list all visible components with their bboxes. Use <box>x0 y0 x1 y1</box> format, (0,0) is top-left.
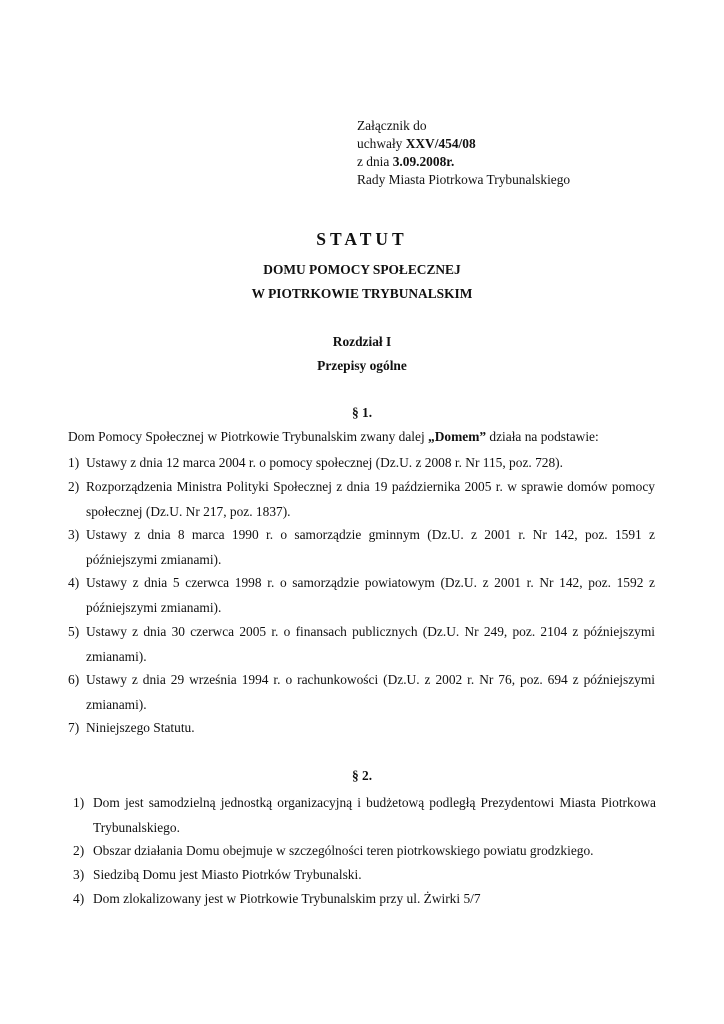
item-text: Siedzibą Domu jest Miasto Piotrków Trybunalski. <box>93 867 362 882</box>
item-number: 7) <box>68 720 80 735</box>
item-text: Ustawy z dnia 29 września 1994 r. o rachunkowości (Dz.U. z 2002 r. Nr 76, poz. 694 z późniejszymi zmianami). <box>86 672 655 712</box>
section-1-item <box>68 716 655 741</box>
item-number: 3) <box>68 527 80 542</box>
item-text: Ustawy z dnia 30 czerwca 2005 r. o finansach publicznych (Dz.U. Nr 249, poz. 2104 z późniejszymi zmianami). <box>86 624 655 664</box>
item-number: 5) <box>68 624 80 639</box>
annex-note <box>357 117 570 189</box>
intro-text-bold: „Domem” <box>428 429 487 444</box>
section-2-label: § 2. <box>351 768 373 783</box>
item-number: 4) <box>73 891 85 906</box>
item-text: Dom jest samodzielną jednostką organizacyjną i budżetową podległą Prezydentowi Miasta Piotrkowa Trybunalskiego. <box>93 795 656 835</box>
annex-date-prefix: z dnia <box>357 154 393 169</box>
intro-text-after: działa na podstawie: <box>486 429 599 444</box>
annex-resolution-prefix: uchwały <box>357 136 406 151</box>
section-2-item <box>73 839 656 864</box>
annex-line-1: Załącznik do <box>357 118 427 133</box>
item-text: Ustawy z dnia 8 marca 1990 r. o samorządzie gminnym (Dz.U. z 2001 r. Nr 142, poz. 1591 z późniejszymi zmianami). <box>86 527 655 567</box>
chapter-label: Rozdział I <box>332 334 392 349</box>
chapter-name: Przepisy ogólne <box>317 358 407 373</box>
item-number: 2) <box>68 479 80 494</box>
section-1-label: § 1. <box>351 405 373 420</box>
section-2-item <box>73 791 656 840</box>
item-text: Ustawy z dnia 12 marca 2004 r. o pomocy społecznej (Dz.U. z 2008 r. Nr 115, poz. 728). <box>86 455 563 470</box>
section-1-item <box>68 571 655 620</box>
intro-text-before: Dom Pomocy Społecznej w Piotrkowie Trybunalskim zwany dalej <box>68 429 429 444</box>
annex-date: 3.09.2008r. <box>392 154 455 169</box>
section-1-item <box>68 668 655 717</box>
section-1-intro <box>68 429 599 445</box>
item-number: 6) <box>68 672 80 687</box>
section-1-item <box>68 451 655 476</box>
annex-line-2 <box>357 135 570 153</box>
document-subtitle-2: W PIOTRKOWIE TRYBUNALSKIM <box>251 286 473 301</box>
section-1-item <box>68 523 655 572</box>
document-subtitle-1: DOMU POMOCY SPOŁECZNEJ <box>263 262 461 277</box>
section-1-item <box>68 620 655 669</box>
section-1-item <box>68 475 655 524</box>
item-text: Niniejszego Statutu. <box>86 720 195 735</box>
annex-line-3 <box>357 153 570 171</box>
item-text: Obszar działania Domu obejmuje w szczególności teren piotrkowskiego powiatu grodzkiego. <box>93 843 594 858</box>
item-text: Dom zlokalizowany jest w Piotrkowie Trybunalskim przy ul. Żwirki 5/7 <box>93 891 481 906</box>
item-number: 1) <box>73 795 85 810</box>
document-title: STATUT <box>316 229 408 249</box>
section-2-item <box>73 887 656 912</box>
item-text: Rozporządzenia Ministra Polityki Społecznej z dnia 19 października 2005 r. w sprawie domów pomocy społecznej (Dz.U. Nr 217, poz. 1837). <box>86 479 655 519</box>
annex-line-4: Rady Miasta Piotrkowa Trybunalskiego <box>357 172 571 187</box>
section-2-item <box>73 863 656 888</box>
item-number: 4) <box>68 575 80 590</box>
item-number: 1) <box>68 455 80 470</box>
item-text: Ustawy z dnia 5 czerwca 1998 r. o samorządzie powiatowym (Dz.U. z 2001 r. Nr 142, poz. 1592 z późniejszymi zmianami). <box>86 575 655 615</box>
item-number: 2) <box>73 843 85 858</box>
item-number: 3) <box>73 867 85 882</box>
annex-resolution-number: XXV/454/08 <box>405 136 476 151</box>
